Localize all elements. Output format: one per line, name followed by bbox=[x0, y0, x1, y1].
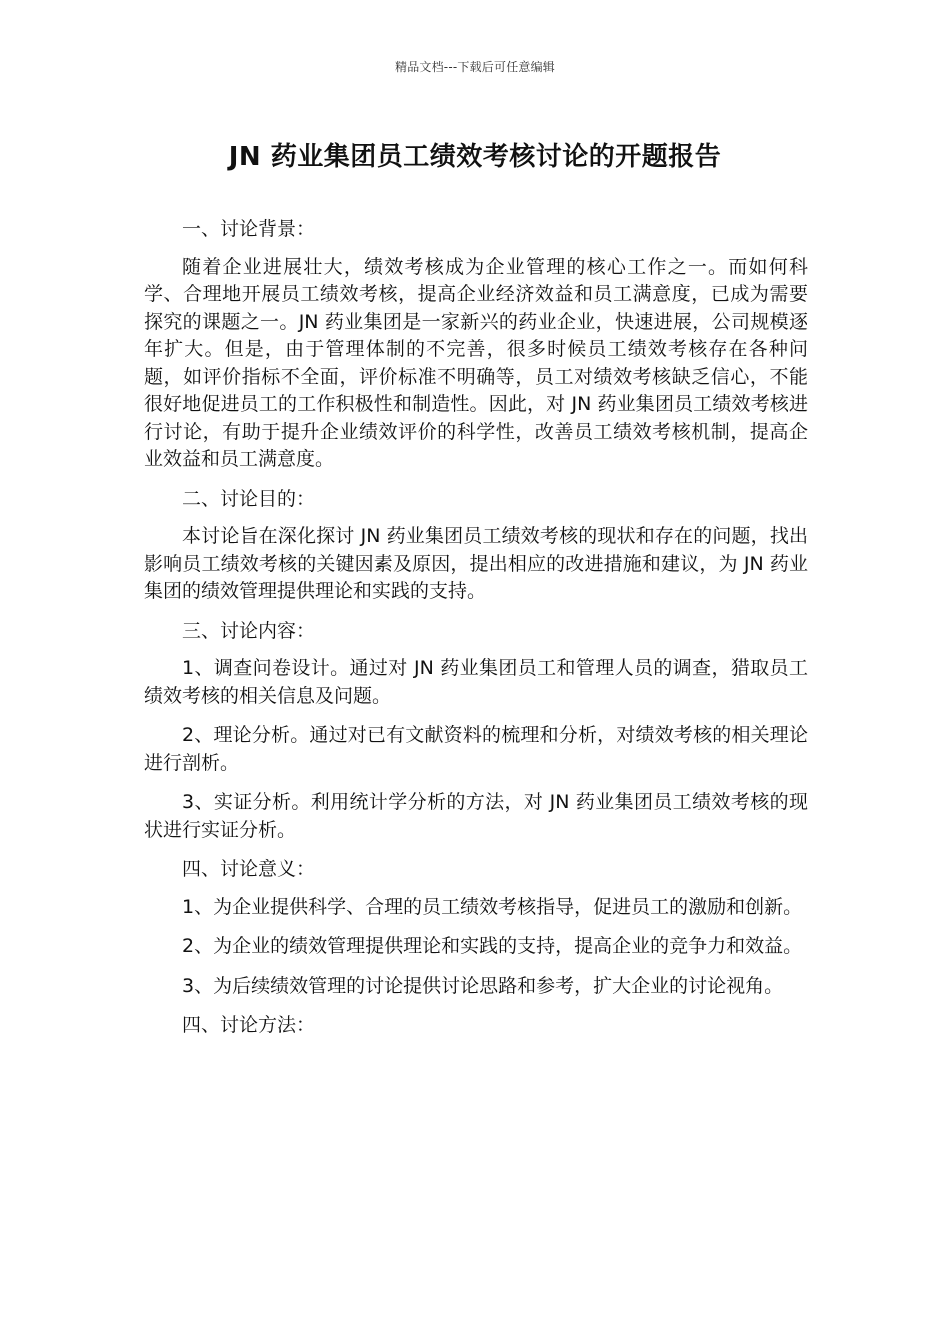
list-item-content-1: 1、调查问卷设计。通过对 JN 药业集团员工和管理人员的调查，猎取员工绩效考核的相关信息及问题。 bbox=[144, 657, 808, 707]
section-heading-purpose: 二、讨论目的： bbox=[182, 487, 316, 510]
document-body bbox=[144, 216, 808, 1050]
section-heading-background: 一、讨论背景： bbox=[182, 218, 316, 240]
list-item-content-2: 2、理论分析。通过对已有文献资料的梳理和分析，对绩效考核的相关理论进行剖析。 bbox=[144, 724, 808, 774]
list-item-significance-2: 2、为企业的绩效管理提供理论和实践的支持，提高企业的竞争力和效益。 bbox=[182, 935, 803, 957]
list-item-significance-1: 1、为企业提供科学、合理的员工绩效考核指导，促进员工的激励和创新。 bbox=[182, 895, 803, 918]
section-heading-significance: 四、讨论意义： bbox=[182, 858, 316, 880]
document-title: JN 药业集团员工绩效考核讨论的开题报告 bbox=[228, 142, 722, 172]
section-heading-content: 三、讨论内容： bbox=[182, 619, 316, 642]
section-heading-method: 四、讨论方法： bbox=[182, 1014, 316, 1036]
page-header-note: 精品文档---下载后可任意编辑 bbox=[395, 60, 555, 74]
paragraph-purpose: 本讨论旨在深化探讨 JN 药业集团员工绩效考核的现状和存在的问题，找出影响员工绩效考核的关键因素及原因，提出相应的改进措施和建议，为 JN 药业集团的绩效管理提供理论和实践的支持。 bbox=[144, 525, 808, 602]
list-item-content-3: 3、实证分析。利用统计学分析的方法，对 JN 药业集团员工绩效考核的现状进行实证分析。 bbox=[144, 791, 808, 841]
list-item-significance-3: 3、为后续绩效管理的讨论提供讨论思路和参考，扩大企业的讨论视角。 bbox=[182, 974, 784, 997]
paragraph-background: 随着企业进展壮大，绩效考核成为企业管理的核心工作之一。而如何科学、合理地开展员工绩效考核，提高企业经济效益和员工满意度，已成为需要探究的课题之一。JN 药业集团是一家新兴的药业企业，快速进展，公司规模逐年扩大。但是，由于管理体制的不完善，很多时候员工绩效考核存在各种问题，如评价指标不全面，评价标准不明确等，员工对绩效考核缺乏信心，不能很好地促进员工的工作积极性和制造性。因此，对 JN 药业集团员工绩效考核进行讨论，有助于提升企业绩效评价的科学性，改善员工绩效考核机制，提高企业效益和员工满意度。 bbox=[144, 255, 808, 470]
